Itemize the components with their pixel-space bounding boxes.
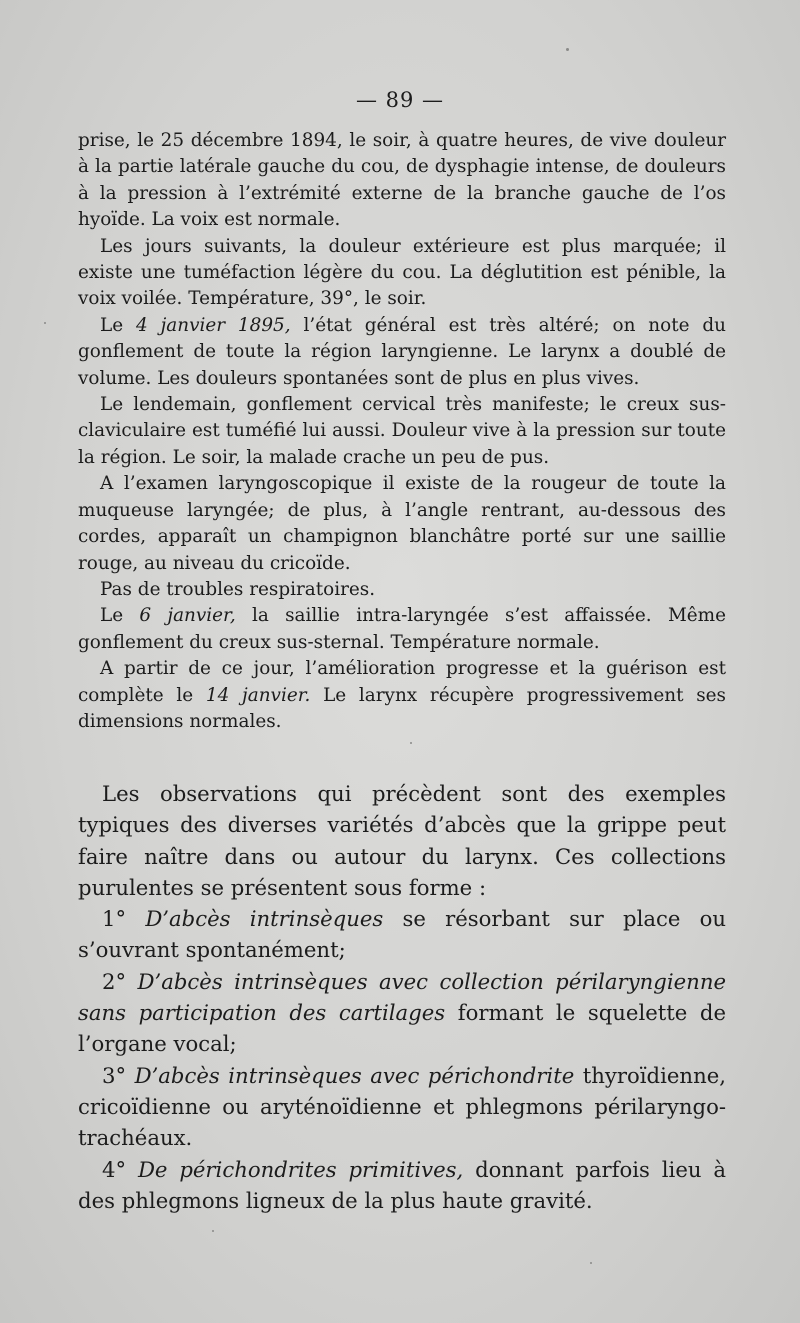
list-item-3: 3° D’abcès intrinsèques avec périchondrite thyroïdienne, cricoïdienne ou aryténoïdienne et phlegmons périlaryngo-trachéaux.: [78, 1062, 726, 1151]
date-january-14: 14 janvier.: [205, 684, 311, 706]
date-january-4: 4 janvier 1895,: [136, 314, 291, 336]
paper-speck: [590, 1262, 592, 1264]
paragraph-january-4: Le 4 janvier 1895, l’état général est très altéré; on note du gonflement de toute la région laryngienne. Le larynx a doublé de volume. Les douleurs spontanées sont de plus en plus vives.: [78, 314, 727, 389]
discussion-text: [78, 778, 726, 1216]
date-january-6: 6 janvier,: [139, 605, 236, 627]
paragraph-laryngoscopic-exam: A l’examen laryngoscopique il existe de la rougeur de toute la muqueuse laryngée; de plus, à l’angle rentrant, au-dessous des cordes, apparaît un champignon blanchâtre porté sur une saillie rouge, au niveau du cricoïde.: [78, 473, 726, 574]
paragraph-following-days: Les jours suivants, la douleur extérieure est plus marquée; il existe une tuméfaction légère du cou. La déglutition est pénible, la voix voilée. Température, 39°, le soir.: [78, 235, 726, 310]
paper-speck: [44, 322, 46, 324]
paragraph-continuation: prise, le 25 décembre 1894, le soir, à quatre heures, de vive douleur à la partie latérale gauche du cou, de dysphagie intense, de douleurs à la pression à l’extrémité externe de la branche gauche de l’os hyoïde. La voix est normale.: [78, 130, 726, 231]
paragraph-next-day: Le lendemain, gonflement cervical très manifeste; le creux sus-claviculaire est tuméfié lui aussi. Douleur vive à la pression sur toute la région. Le soir, la malade crache un peu de pus.: [78, 394, 726, 468]
paper-speck: [410, 742, 412, 744]
paragraph-no-respiratory-trouble: Pas de troubles respiratoires.: [100, 578, 376, 600]
paper-speck: [566, 48, 569, 51]
paragraph-january-6: Le 6 janvier, la saillie intra-laryngée s’est affaissée. Même gonflement du creux sus-sternal. Température normale.: [78, 605, 726, 653]
list-item-2: 2° D’abcès intrinsèques avec collection périlaryngienne sans participation des cartilages formant le squelette de l’organe vocal;: [78, 968, 727, 1057]
paragraph-intro: Les observations qui précèdent sont des exemples typiques des diverses variétés d’abcès que la grippe peut faire naître dans ou autour du larynx. Ces collections purulentes se présentent sous forme :: [78, 781, 726, 900]
paper-speck: [212, 1230, 214, 1232]
paragraph-recovery: A partir de ce jour, l’amélioration progresse et la guérison est complète le 14 janvier. Le larynx récupère progressivement ses dimensions normales.: [78, 658, 726, 732]
observation-text: [78, 128, 726, 735]
list-item-1: 1° D’abcès intrinsèques se résorbant sur place ou s’ouvrant spontanément;: [78, 906, 727, 963]
page-number: — 89 —: [355, 88, 445, 112]
list-item-4: 4° De périchondrites primitives, donnant parfois lieu à des phlegmons ligneux de la plus haute gravité.: [78, 1156, 726, 1213]
